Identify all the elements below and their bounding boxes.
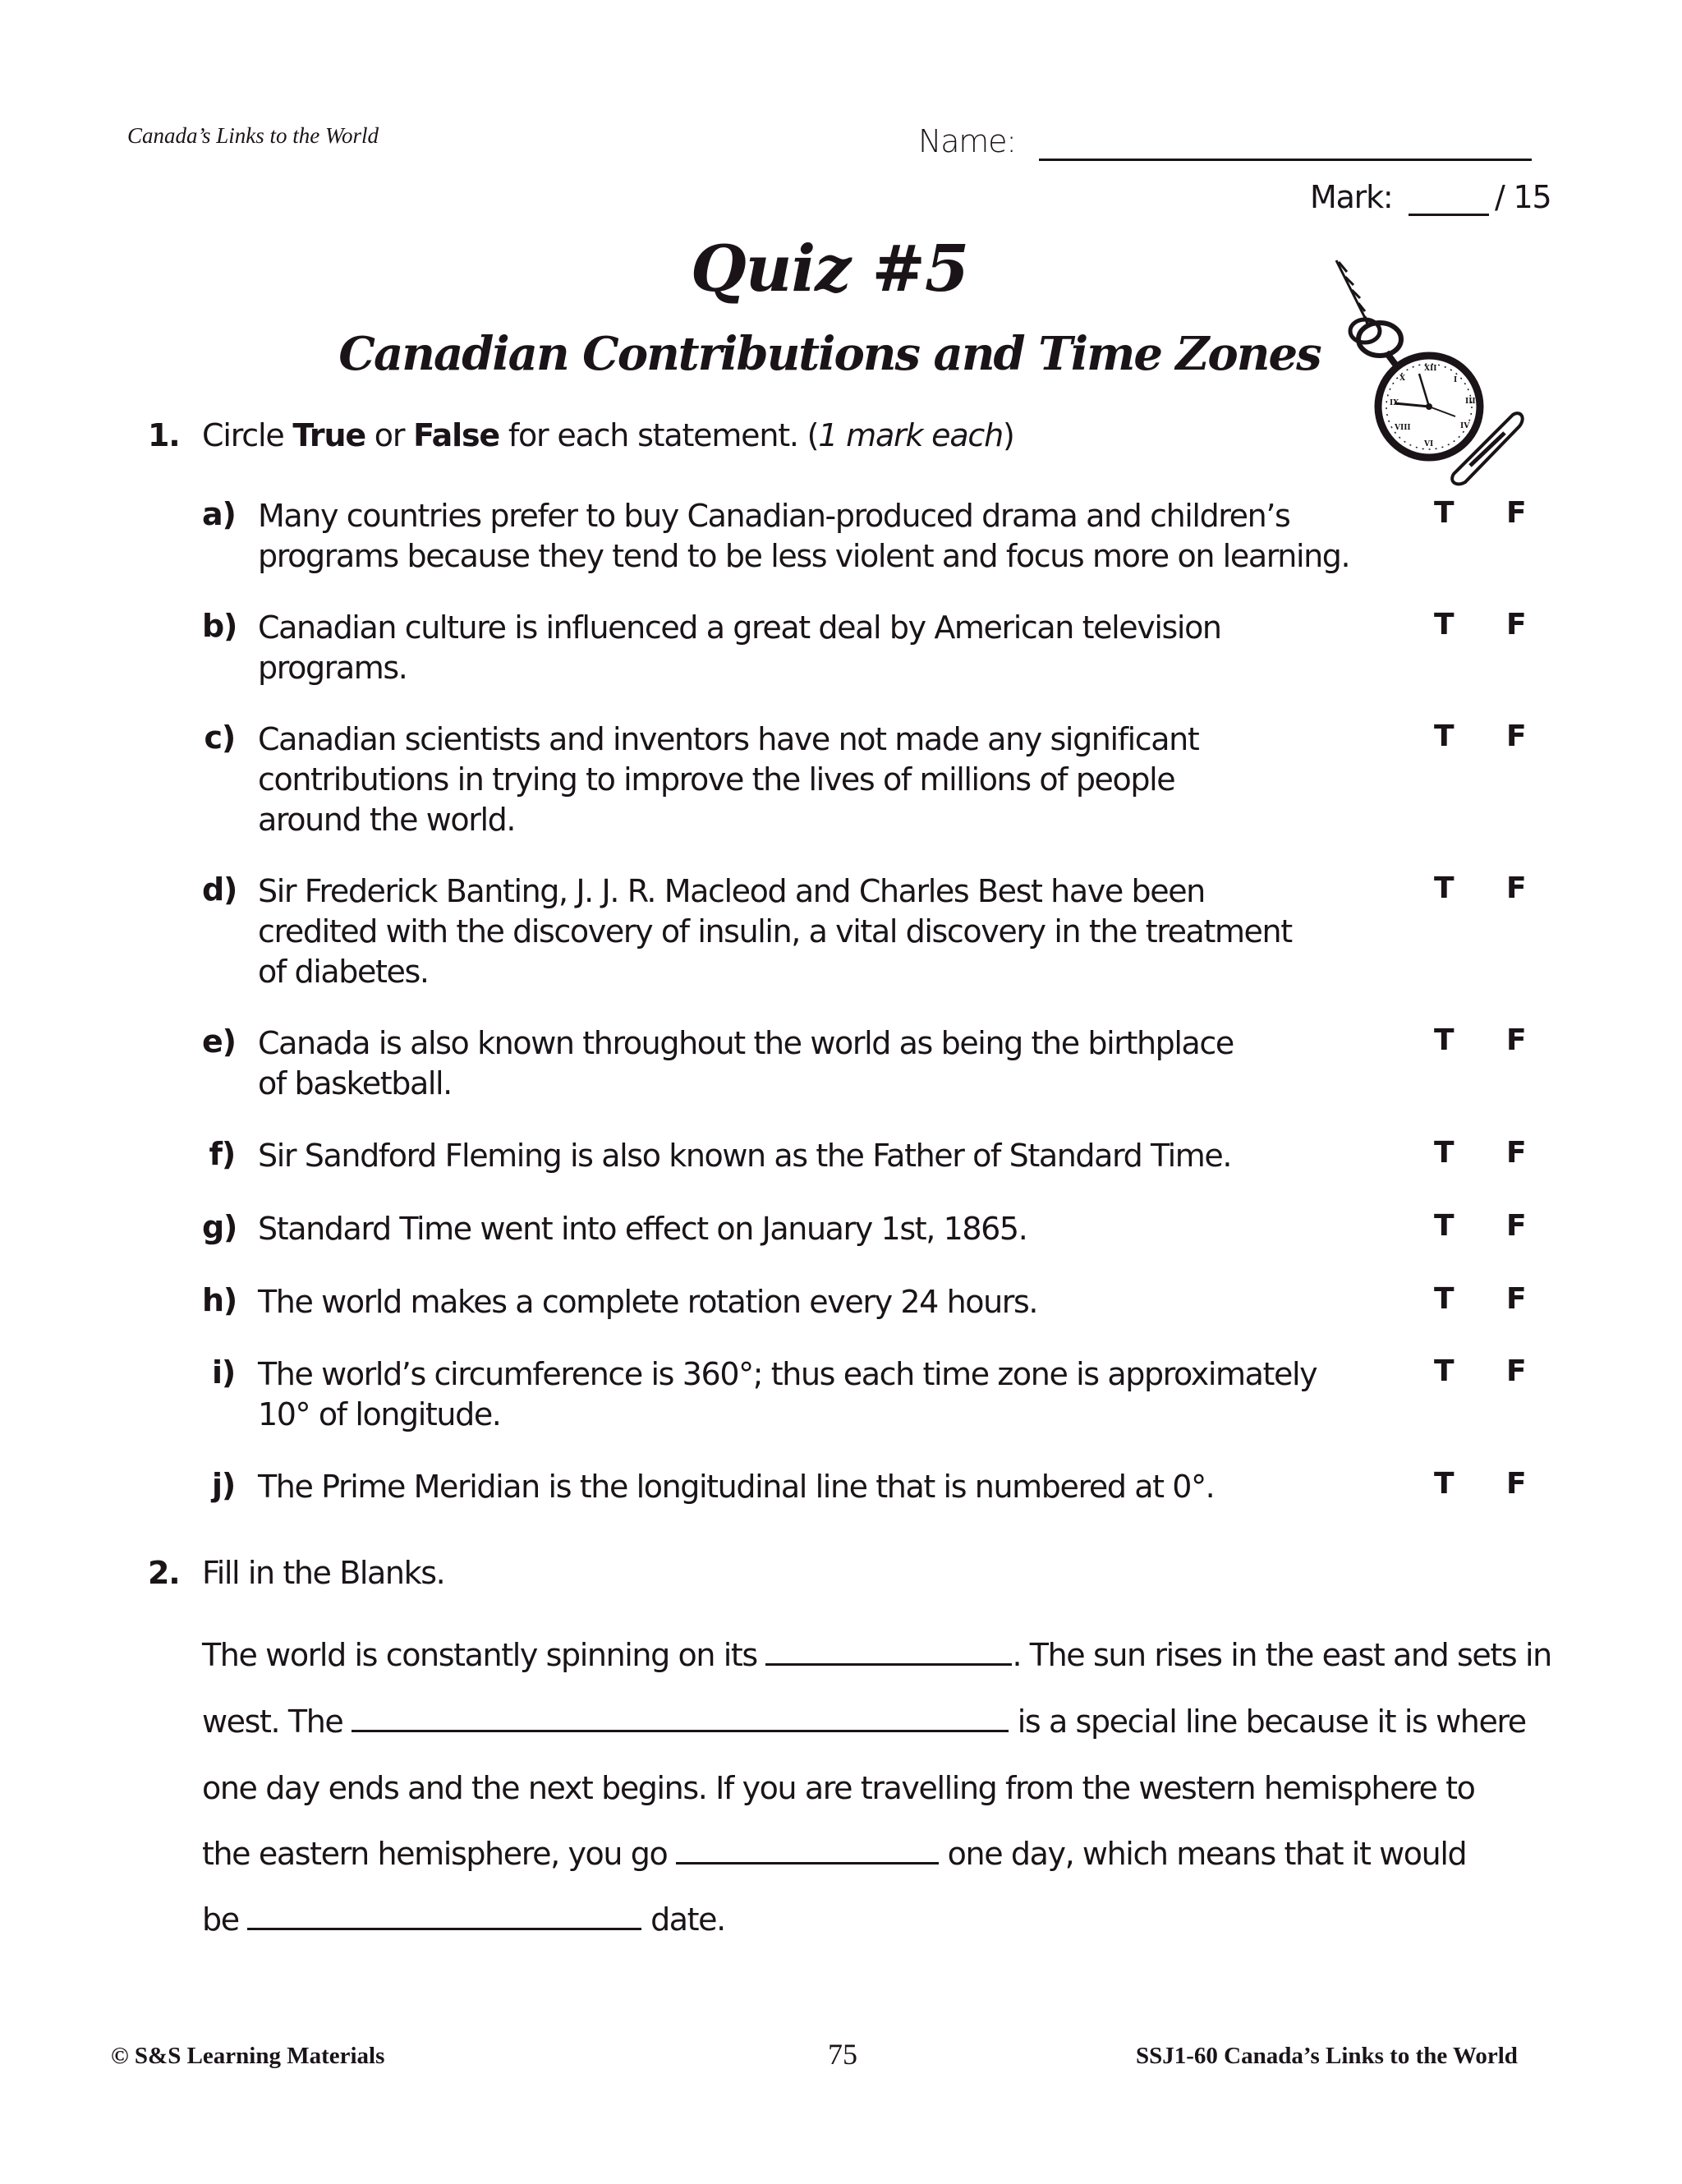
fill-line-5: be date. — [202, 1901, 725, 1938]
false-option[interactable]: F — [1506, 496, 1526, 530]
page-number: 75 — [828, 2038, 857, 2071]
question-1-instruction: Circle True or False for each statement. (1 mark each) — [202, 417, 1014, 453]
false-option[interactable]: F — [1506, 1282, 1526, 1316]
true-option[interactable]: T — [1434, 720, 1454, 753]
book-title-header: Canada’s Links to the World — [127, 123, 379, 148]
blank-4[interactable] — [247, 1903, 641, 1930]
svg-text:IX: IX — [1390, 399, 1399, 407]
false-option[interactable]: F — [1506, 1136, 1526, 1170]
false-option[interactable]: F — [1506, 720, 1526, 753]
true-keyword: True — [292, 417, 365, 453]
blank-3[interactable] — [676, 1837, 939, 1864]
true-option[interactable]: T — [1434, 1023, 1454, 1057]
svg-text:X: X — [1399, 375, 1405, 383]
question-2-number: 2. — [148, 1555, 180, 1591]
true-option[interactable]: T — [1434, 871, 1454, 905]
name-label: Name: — [918, 123, 1016, 159]
footer-copyright: © S&S Learning Materials — [111, 2043, 385, 2069]
true-option[interactable]: T — [1434, 496, 1454, 530]
true-option[interactable]: T — [1434, 1467, 1454, 1501]
blank-2[interactable] — [352, 1705, 1009, 1732]
svg-text:III: III — [1465, 398, 1476, 406]
svg-text:VI: VI — [1424, 440, 1434, 448]
blank-1[interactable] — [765, 1639, 1012, 1666]
true-option[interactable]: T — [1434, 1136, 1454, 1170]
false-option[interactable]: F — [1506, 608, 1526, 641]
footer-book-code: SSJ1-60 Canada’s Links to the World — [1136, 2043, 1518, 2069]
true-option[interactable]: T — [1434, 1282, 1454, 1316]
svg-text:IV: IV — [1460, 422, 1470, 430]
false-keyword: False — [413, 417, 499, 453]
mark-field[interactable] — [1409, 214, 1489, 216]
fill-line-2: west. The is a special line because it is where — [202, 1704, 1526, 1740]
quiz-subtitle: Canadian Contributions and Time Zones — [338, 327, 1321, 381]
pocket-watch-icon — [1314, 242, 1528, 489]
question-1-number: 1. — [148, 417, 180, 453]
mark-total: / 15 — [1495, 179, 1551, 215]
svg-text:VIII: VIII — [1395, 424, 1411, 432]
true-option[interactable]: T — [1434, 608, 1454, 641]
false-option[interactable]: F — [1506, 1354, 1526, 1388]
fill-line-3: one day ends and the next begins. If you are travelling from the western hemisphere to — [202, 1770, 1475, 1806]
question-2-instruction: Fill in the Blanks. — [202, 1555, 445, 1591]
name-field[interactable] — [1039, 159, 1532, 161]
svg-text:XII: XII — [1424, 365, 1437, 373]
fill-line-4: the eastern hemisphere, you go one day, which means that it would — [202, 1836, 1467, 1872]
false-option[interactable]: F — [1506, 1467, 1526, 1501]
false-option[interactable]: F — [1506, 1023, 1526, 1057]
mark-label: Mark: — [1310, 179, 1393, 215]
fill-line-1: The world is constantly spinning on its . The sun rises in the east and sets in — [202, 1637, 1551, 1673]
svg-text:I: I — [1454, 376, 1458, 384]
true-option[interactable]: T — [1434, 1209, 1454, 1243]
quiz-title: Quiz #5 — [690, 232, 969, 306]
false-option[interactable]: F — [1506, 871, 1526, 905]
false-option[interactable]: F — [1506, 1209, 1526, 1243]
true-option[interactable]: T — [1434, 1354, 1454, 1388]
